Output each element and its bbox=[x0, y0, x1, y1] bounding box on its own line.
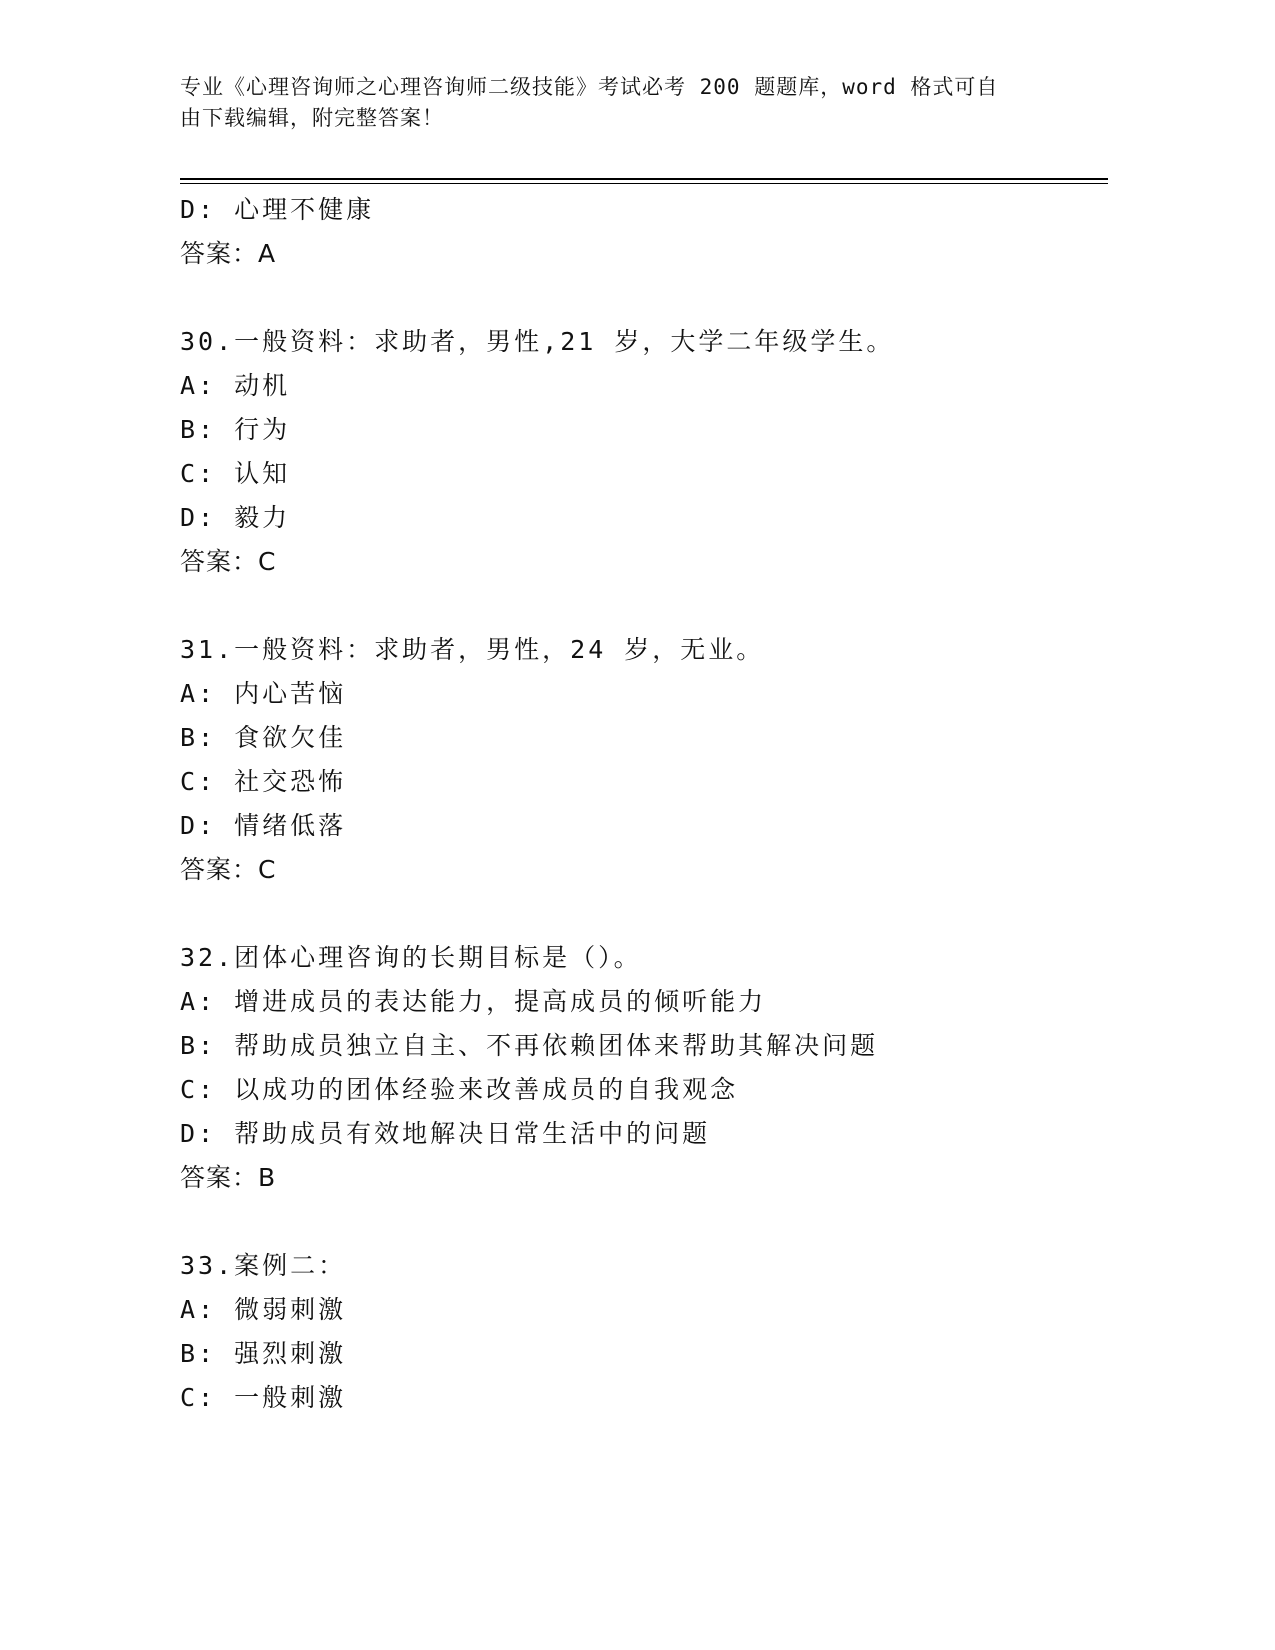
spacer bbox=[180, 276, 1108, 320]
spacer bbox=[180, 1200, 1108, 1244]
option-a: A: 微弱刺激 bbox=[180, 1295, 347, 1324]
option-a: A: 增进成员的表达能力，提高成员的倾听能力 bbox=[180, 987, 767, 1016]
document-header bbox=[180, 72, 1060, 134]
question-block-33 bbox=[180, 1244, 1108, 1420]
question-block-prev bbox=[180, 188, 1108, 276]
header-divider-thin bbox=[180, 183, 1108, 184]
option-c: C: 一般刺激 bbox=[180, 1383, 347, 1412]
question-block-32 bbox=[180, 936, 1108, 1200]
option-d: D: 帮助成员有效地解决日常生活中的问题 bbox=[180, 1119, 711, 1148]
option-d: D: 情绪低落 bbox=[180, 811, 347, 840]
answer-line: 答案：C bbox=[180, 547, 277, 576]
header-divider-thick bbox=[180, 178, 1108, 180]
spacer bbox=[180, 892, 1108, 936]
question-text: 30.一般资料：求助者，男性,21 岁，大学二年级学生。 bbox=[180, 327, 895, 356]
answer-line: 答案：C bbox=[180, 855, 277, 884]
question-text: 31.一般资料：求助者，男性，24 岁，无业。 bbox=[180, 635, 765, 664]
question-block-31 bbox=[180, 628, 1108, 892]
option-c: C: 社交恐怖 bbox=[180, 767, 347, 796]
question-text: 32.团体心理咨询的长期目标是（）。 bbox=[180, 943, 642, 972]
option-c: C: 认知 bbox=[180, 459, 291, 488]
answer-line: 答案：B bbox=[180, 1163, 277, 1192]
question-block-30 bbox=[180, 320, 1108, 584]
question-text: 33.案例二： bbox=[180, 1251, 347, 1280]
option-b: B: 行为 bbox=[180, 415, 291, 444]
answer-line: 答案：A bbox=[180, 239, 277, 268]
option-b: B: 食欲欠佳 bbox=[180, 723, 347, 752]
spacer bbox=[180, 584, 1108, 628]
header-line-1: 专业《心理咨询师之心理咨询师二级技能》考试必考 200 题题库，word 格式可自 bbox=[180, 75, 999, 99]
option-b: B: 强烈刺激 bbox=[180, 1339, 347, 1368]
option-d: D: 心理不健康 bbox=[180, 195, 375, 224]
option-c: C: 以成功的团体经验来改善成员的自我观念 bbox=[180, 1075, 739, 1104]
option-a: A: 内心苦恼 bbox=[180, 679, 347, 708]
option-d: D: 毅力 bbox=[180, 503, 291, 532]
question-list bbox=[180, 188, 1108, 1420]
option-a: A: 动机 bbox=[180, 371, 291, 400]
header-line-2: 由下载编辑，附完整答案！ bbox=[180, 106, 444, 130]
option-b: B: 帮助成员独立自主、不再依赖团体来帮助其解决问题 bbox=[180, 1031, 879, 1060]
